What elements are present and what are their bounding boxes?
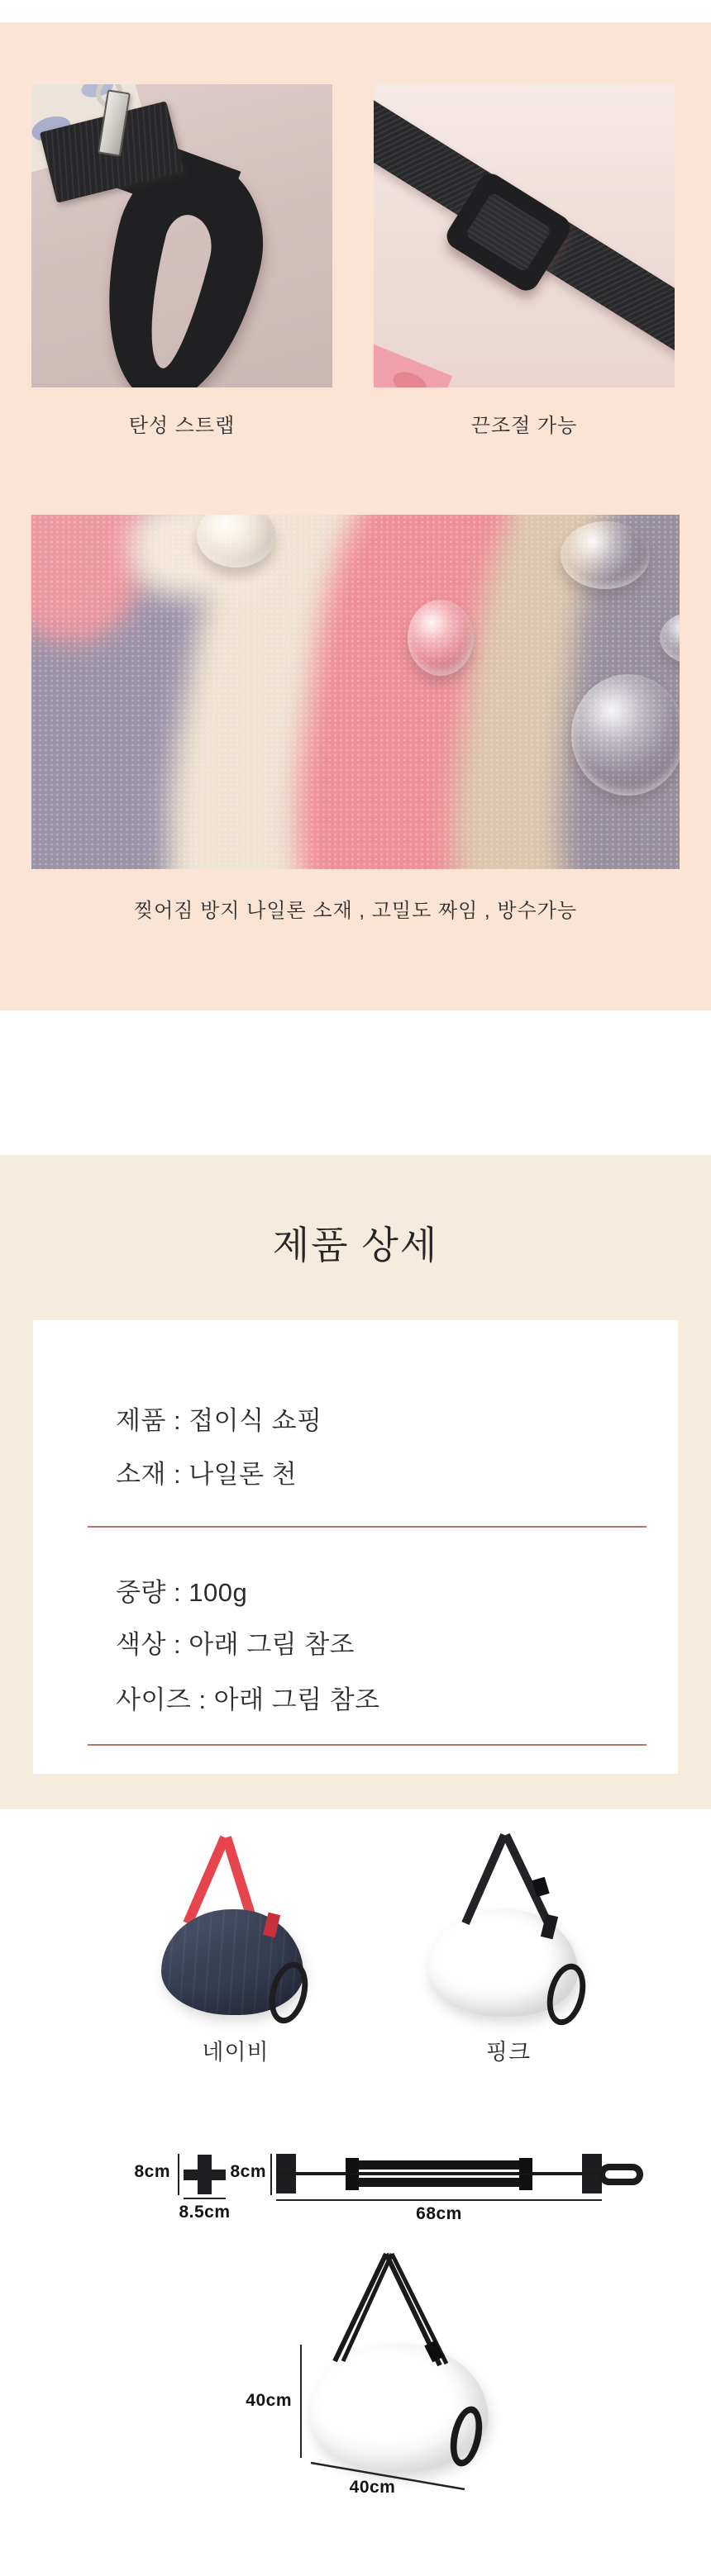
label-pink: 핑크 — [485, 2040, 532, 2065]
strip-connector — [519, 2174, 532, 2190]
spec-material: 소재 : 나일론 천 — [116, 1460, 298, 1489]
spec-color: 색상 : 아래 그림 참조 — [116, 1630, 356, 1659]
strip-handle-top — [354, 2160, 524, 2170]
photo-navy-bag — [145, 1831, 327, 2025]
photo-pink-bag — [418, 1831, 599, 2025]
buckle-opening — [465, 192, 552, 273]
label-elastic-strap: 탄성 스트랩 — [128, 415, 236, 437]
dim-folded-height: 8cm — [134, 2162, 170, 2181]
dim-line-folded-width — [184, 2198, 226, 2199]
photo-waterproof-fabric — [31, 515, 680, 869]
water-droplet — [561, 521, 650, 589]
strip-connector — [346, 2158, 359, 2174]
label-adjustable-strap: 끈조절 가능 — [470, 415, 578, 437]
fabric-caption: 찢어짐 방지 나일론 소재 , 고밀도 짜임 , 방수가능 — [133, 900, 578, 922]
dim-folded-width: 8.5cm — [179, 2203, 231, 2222]
spec-box — [33, 1320, 678, 1774]
pink-fabric-corner — [374, 342, 452, 387]
dim-bag-width: 40cm — [349, 2478, 396, 2497]
dim-line-bag-height — [300, 2345, 302, 2458]
dim-line-folded-height — [178, 2154, 179, 2195]
spec-divider — [88, 1526, 647, 1528]
label-navy: 네이비 — [202, 2040, 270, 2065]
strip-handle-bottom — [354, 2178, 524, 2187]
spec-divider — [88, 1744, 647, 1746]
dim-bag-height: 40cm — [246, 2391, 292, 2410]
details-title: 제품 상세 — [272, 1224, 439, 1267]
strip-connector — [346, 2174, 359, 2190]
dim-line-strip-width — [276, 2199, 602, 2201]
water-droplet — [408, 600, 474, 676]
folded-bag-thumbnail — [184, 2155, 226, 2194]
dim-line-strip-height — [270, 2154, 272, 2195]
spec-size: 사이즈 : 아래 그림 참조 — [116, 1685, 380, 1714]
dim-strip-width: 68cm — [416, 2204, 462, 2223]
folded-bag-strap-horizontal — [184, 2170, 226, 2180]
spec-product: 제품 : 접이식 쇼핑 — [116, 1406, 322, 1435]
photo-elastic-strap — [31, 84, 332, 387]
dim-strip-height: 8cm — [230, 2162, 266, 2181]
water-droplet — [571, 674, 680, 796]
strip-side-handle — [599, 2164, 643, 2185]
photo-adjustable-strap — [374, 84, 675, 387]
strip-connector — [519, 2158, 532, 2174]
strip-zipper-line — [276, 2172, 602, 2175]
unfolded-strip — [276, 2154, 602, 2193]
spec-weight: 중량 : 100g — [116, 1578, 248, 1607]
